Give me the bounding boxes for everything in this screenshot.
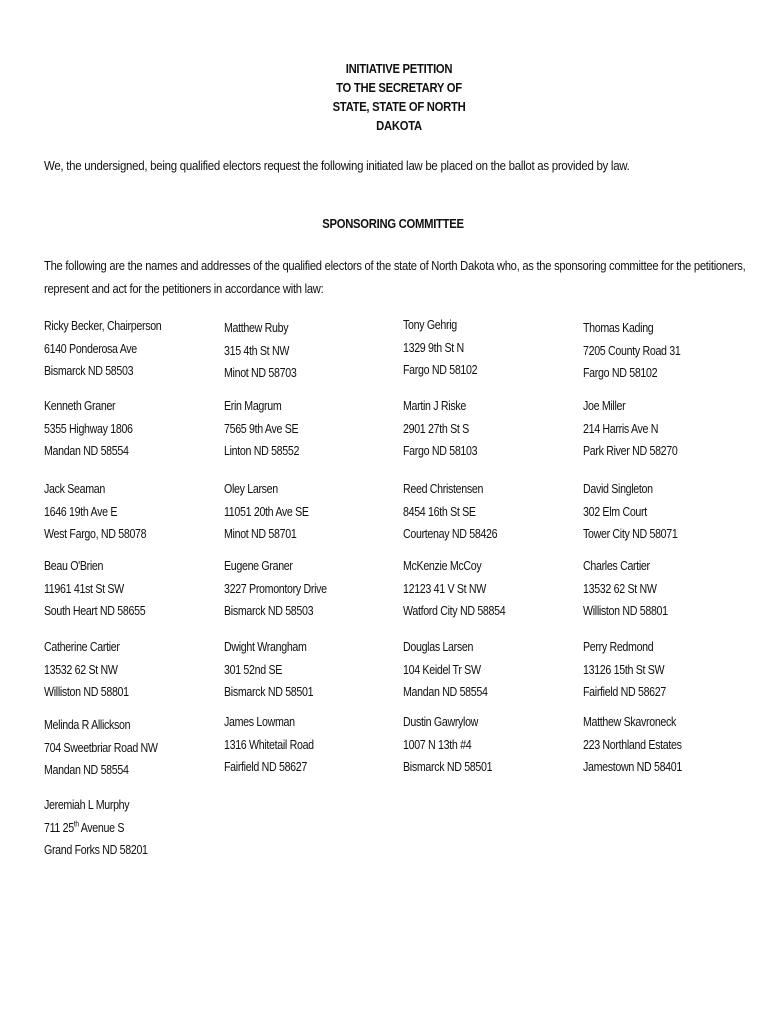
member-city: Williston ND 58801	[583, 603, 668, 618]
member-name: Jeremiah L Murphy	[44, 797, 130, 812]
committee-member	[583, 555, 668, 623]
member-street: 7565 9th Ave SE	[224, 420, 299, 436]
member-city: Fairfield ND 58627	[583, 684, 666, 699]
committee-member	[583, 317, 680, 385]
member-city: Mandan ND 58554	[403, 684, 488, 699]
member-street: 1007 N 13th #4	[403, 736, 472, 752]
member-city: Mandan ND 58554	[44, 762, 129, 777]
member-city: Minot ND 58701	[224, 526, 297, 541]
member-name: Matthew Skavroneck	[583, 714, 677, 729]
member-name: Ricky Becker, Chairperson	[44, 318, 162, 333]
description-line-2: represent and act for the petitioners in accordance with law:	[44, 281, 324, 296]
member-name: Reed Christensen	[403, 481, 484, 496]
member-city: Bismarck ND 58503	[224, 603, 314, 618]
member-name: Perry Redmond	[583, 639, 654, 654]
member-name: Eugene Graner	[224, 558, 293, 573]
committee-member	[403, 636, 488, 704]
member-name: Douglas Larsen	[403, 639, 474, 654]
member-name: Matthew Ruby	[224, 320, 289, 335]
member-city: South Heart ND 58655	[44, 603, 146, 618]
member-street: 104 Keidel Tr SW	[403, 661, 481, 677]
member-street: 11961 41st St SW	[44, 580, 124, 596]
committee-member	[44, 714, 158, 782]
description-line-1: The following are the names and addresses of the qualified electors of the state of North Dakota who, as the sponsoring committee for the petitioners,	[44, 258, 746, 273]
member-city: Linton ND 58552	[224, 443, 300, 458]
committee-member	[583, 478, 677, 546]
member-name: Jack Seaman	[44, 481, 105, 496]
committee-member	[224, 636, 313, 704]
intro-statement: We, the undersigned, being qualified electors request the following initiated law be placed on the ballot as provided by law.	[44, 158, 630, 173]
member-city: Courtenay ND 58426	[403, 526, 498, 541]
committee-member	[44, 555, 145, 623]
petition-title	[40, 60, 758, 136]
member-name: Martin J Riske	[403, 398, 466, 413]
member-street: 8454 16th St SE	[403, 503, 476, 519]
committee-member	[403, 314, 477, 382]
member-name: Kenneth Graner	[44, 398, 116, 413]
member-name: Beau O'Brien	[44, 558, 104, 573]
committee-member	[44, 794, 148, 862]
member-street: 704 Sweetbriar Road NW	[44, 739, 158, 755]
title-line-4: DAKOTA	[376, 119, 422, 133]
committee-member	[224, 711, 314, 779]
member-street-number: 711 25	[44, 819, 74, 835]
member-street: 1329 9th St N	[403, 339, 464, 355]
member-street-rest: Avenue S	[78, 819, 125, 835]
committee-member	[224, 478, 309, 546]
member-city: Bismarck ND 58501	[403, 759, 493, 774]
member-city: Fargo ND 58102	[403, 362, 478, 377]
member-city: Watford City ND 58854	[403, 603, 506, 618]
member-name: Dwight Wrangham	[224, 639, 307, 654]
committee-member	[224, 555, 327, 623]
member-street: 11051 20th Ave SE	[224, 503, 309, 519]
member-name: Joe Miller	[583, 398, 626, 413]
member-street: 13126 15th St SW	[583, 661, 665, 677]
committee-member	[583, 711, 682, 779]
member-city: Mandan ND 58554	[44, 443, 129, 458]
member-city: Park River ND 58270	[583, 443, 678, 458]
member-street: 1646 19th Ave E	[44, 503, 118, 519]
title-line-3: STATE, STATE OF NORTH	[332, 100, 466, 114]
member-street: 13532 62 St NW	[44, 661, 118, 677]
member-name: Catherine Cartier	[44, 639, 120, 654]
member-city: Tower City ND 58071	[583, 526, 678, 541]
sponsoring-committee-heading: SPONSORING COMMITTEE	[322, 217, 464, 231]
member-street: 5355 Highway 1806	[44, 420, 133, 436]
member-street: 315 4th St NW	[224, 342, 290, 358]
committee-member	[44, 636, 129, 704]
committee-member	[44, 315, 161, 383]
committee-member	[403, 711, 492, 779]
member-street: 6140 Ponderosa Ave	[44, 340, 137, 356]
member-city: Bismarck ND 58501	[224, 684, 314, 699]
committee-member	[44, 395, 133, 463]
member-city: Minot ND 58703	[224, 365, 297, 380]
committee-member	[403, 478, 497, 546]
member-street: 7205 County Road 31	[583, 342, 681, 358]
member-street: 3227 Promontory Drive	[224, 580, 327, 596]
member-name: McKenzie McCoy	[403, 558, 482, 573]
member-street: 1316 Whitetail Road	[224, 736, 314, 752]
committee-member	[403, 395, 477, 463]
committee-member	[224, 317, 296, 385]
member-street-ordinal: th	[73, 819, 79, 829]
member-name: Oley Larsen	[224, 481, 278, 496]
member-city: Jamestown ND 58401	[583, 759, 682, 774]
member-street	[44, 817, 148, 840]
committee-member	[44, 478, 146, 546]
member-street: 12123 41 V St NW	[403, 580, 487, 596]
member-street: 301 52nd SE	[224, 661, 283, 677]
member-street: 2901 27th St S	[403, 420, 469, 436]
title-line-1: INITIATIVE PETITION	[345, 62, 453, 76]
title-line-2: TO THE SECRETARY OF	[336, 81, 462, 95]
member-name: David Singleton	[583, 481, 653, 496]
member-city: Fargo ND 58102	[583, 365, 658, 380]
committee-member	[403, 555, 505, 623]
member-city: Fairfield ND 58627	[224, 759, 307, 774]
committee-member	[224, 395, 299, 463]
member-street: 13532 62 St NW	[583, 580, 657, 596]
member-street: 302 Elm Court	[583, 503, 647, 519]
member-name: Thomas Kading	[583, 320, 654, 335]
member-city: Grand Forks ND 58201	[44, 842, 148, 857]
member-city: West Fargo, ND 58078	[44, 526, 147, 541]
member-city: Williston ND 58801	[44, 684, 129, 699]
member-name: Dustin Gawrylow	[403, 714, 479, 729]
member-name: Melinda R Allickson	[44, 717, 131, 732]
committee-member	[583, 395, 677, 463]
member-street: 214 Harris Ave N	[583, 420, 659, 436]
member-city: Fargo ND 58103	[403, 443, 478, 458]
member-name: Charles Cartier	[583, 558, 650, 573]
member-street: 223 Northland Estates	[583, 736, 682, 752]
member-name: James Lowman	[224, 714, 295, 729]
committee-description	[44, 254, 746, 300]
committee-member	[583, 636, 666, 704]
member-city: Bismarck ND 58503	[44, 363, 134, 378]
member-name: Erin Magrum	[224, 398, 282, 413]
member-name: Tony Gehrig	[403, 317, 457, 332]
